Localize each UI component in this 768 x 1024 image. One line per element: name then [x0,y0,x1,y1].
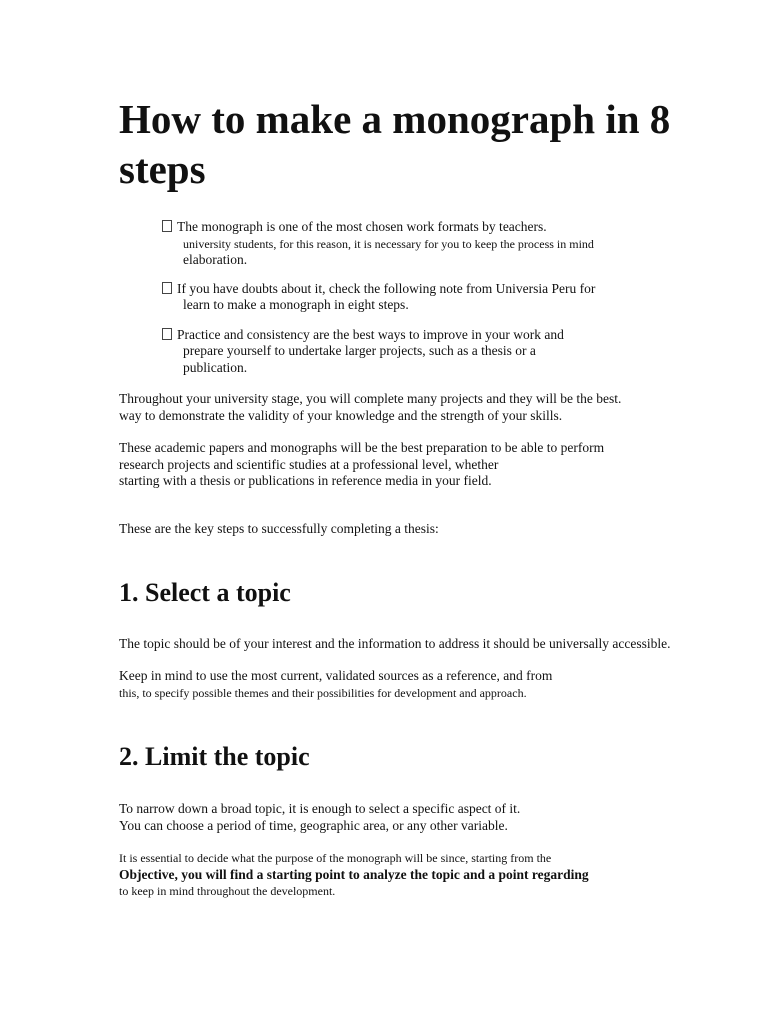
bullet-box-icon [162,282,172,294]
bullet-box-icon [162,220,172,232]
bullet-item: If you have doubts about it, check the following note from Universia Peru for learn to make a monograph in eight steps. [162,281,662,314]
intro-paragraph: These academic papers and monographs will be the best preparation to be able to perform research projects and scientific studies at a professional level, whether starting with a thesis or publications in reference media in your field. [119,440,605,488]
bullet-item: Practice and consistency are the best ways to improve in your work and prepare yourself to undertake larger projects, such as a thesis or a publication. [162,327,662,377]
section-paragraph: The topic should be of your interest and the information to address it should be universally accessible. [119,636,671,651]
intro-paragraph: Throughout your university stage, you will complete many projects and they will be the best. way to demonstrate the validity of your knowledge and the strength of your skills. [119,391,622,423]
bullet-box-icon [162,328,172,340]
intro-paragraph: These are the key steps to successfully completing a thesis: [119,521,439,536]
section-heading: 2. Limit the topic [119,742,310,771]
section-heading: 1. Select a topic [119,578,291,607]
page-title: How to make a monograph in 8 steps [119,96,671,192]
section-paragraph: To narrow down a broad topic, it is enough to select a specific aspect of it. You can choose a period of time, geographic area, or any other variable. [119,801,521,833]
section-paragraph: Keep in mind to use the most current, validated sources as a reference, and from this, to specify possible themes and their possibilities for development and approach. [119,668,553,700]
bullet-list [162,219,662,376]
section-paragraph: It is essential to decide what the purpose of the monograph will be since, starting from the Objective, you will find a starting point to analyze the topic and a point regarding to keep in mind throughout the development. [119,851,589,898]
bullet-item: The monograph is one of the most chosen work formats by teachers. university students, for this reason, it is necessary for you to keep the process in mind elaboration. [162,219,662,269]
